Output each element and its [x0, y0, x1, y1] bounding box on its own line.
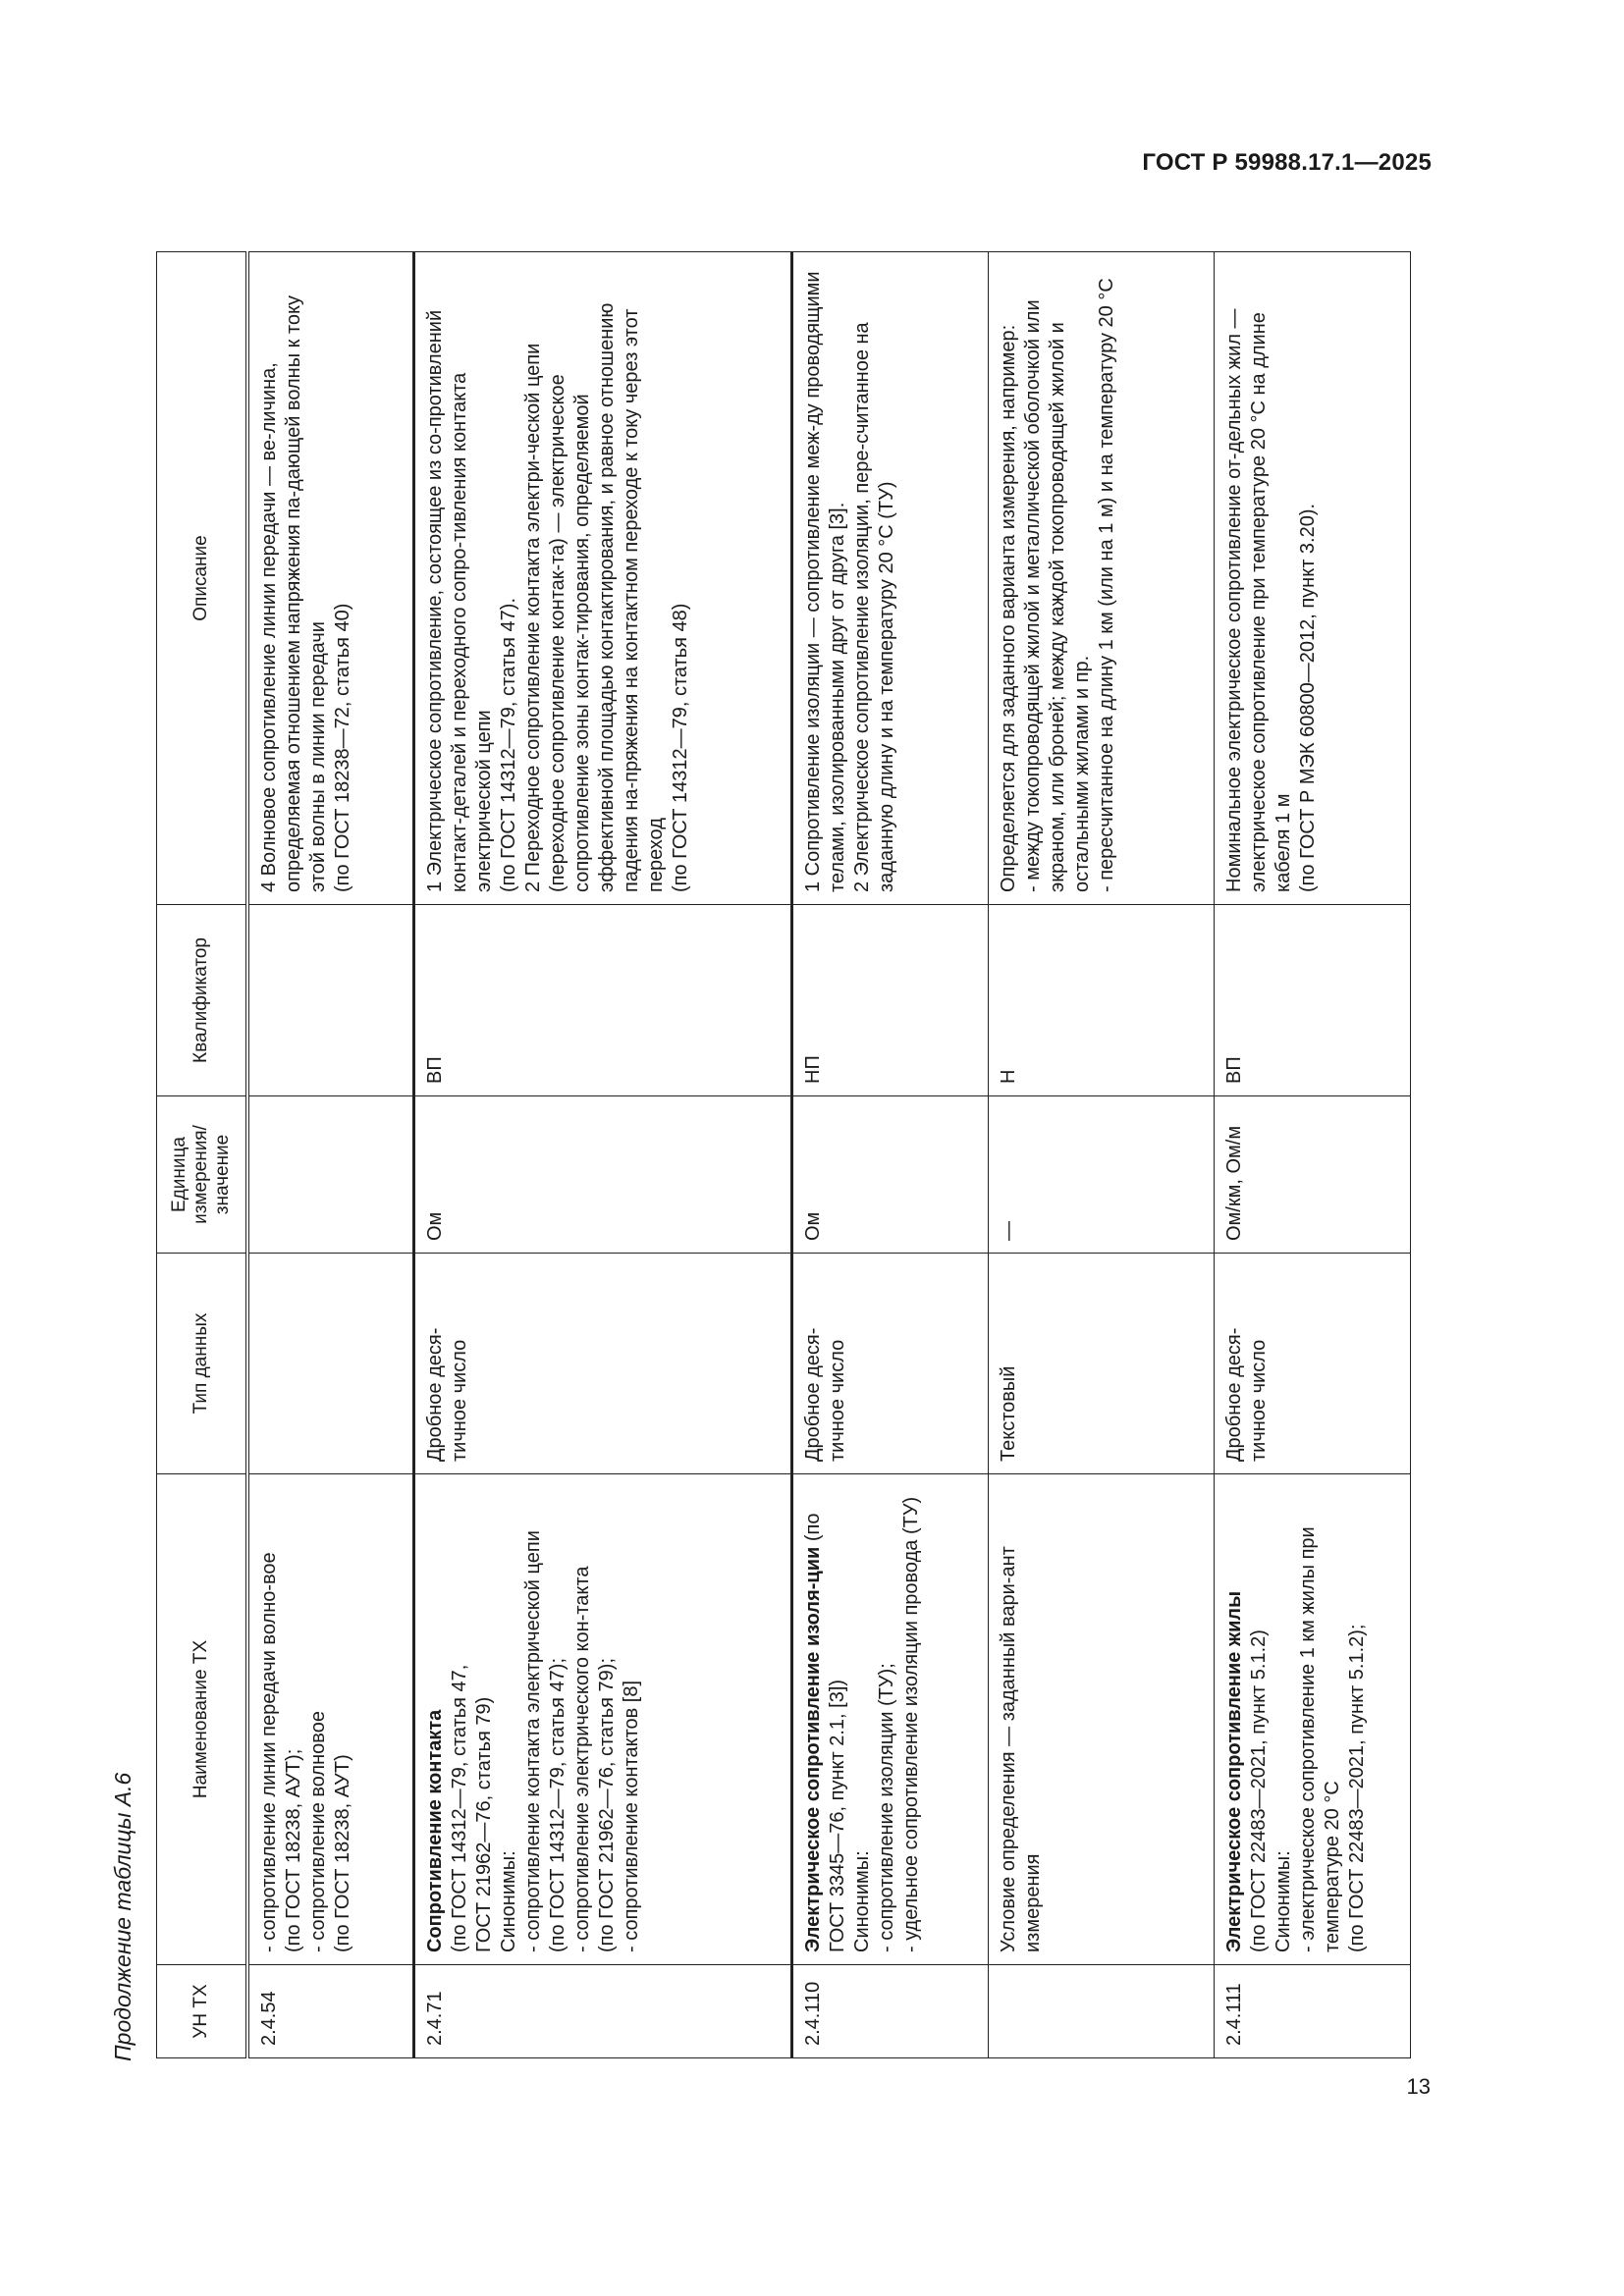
cell-qualifier [247, 905, 414, 1096]
name-line: Синонимы: [1272, 1850, 1294, 1952]
column-header-description: Описание [157, 252, 247, 905]
term-source: (по ГОСТ 3345—76, пункт 2.1, [3]) [802, 1513, 848, 1952]
cell-name [989, 1474, 1215, 1965]
table-header-row [157, 252, 247, 2058]
name-line: (по ГОСТ 14312—79, статья 47, [449, 1664, 470, 1952]
rotated-table-area [98, 211, 1424, 2061]
cell-id: 2.4.54 [247, 1965, 414, 2058]
cell-description [414, 252, 792, 905]
cell-qualifier: Н [989, 905, 1215, 1096]
column-header-unit: Единица измерения/ значение [157, 1096, 247, 1254]
name-line: Синонимы: [851, 1850, 873, 1952]
column-header-qualifier: Квалификатор [157, 905, 247, 1096]
cell-name [792, 1474, 989, 1965]
description-line: Определяется для заданного варианта измерения, например: [998, 324, 1019, 892]
document-code: ГОСТ Р 59988.17.1—2025 [1142, 149, 1432, 176]
name-line: - электрическое сопротивление 1 км жилы при температуре 20 °С [1297, 1526, 1343, 1952]
name-line: Синонимы: [498, 1850, 519, 1952]
cell-name [247, 1474, 414, 1965]
description-line: (по ГОСТ Р МЭК 60800—2012, пункт 3.20). [1297, 503, 1319, 892]
column-header-type: Тип данных [157, 1254, 247, 1474]
description-line: (по ГОСТ 14312—79, статья 47). [498, 597, 519, 892]
cell-id: 2.4.110 [792, 1965, 989, 2058]
description-line: (по ГОСТ 14312—79, статья 48) [670, 603, 691, 892]
cell-name [414, 1474, 792, 1965]
cell-description [792, 252, 989, 905]
name-line: - удельное сопротивление изоляции провода (ТУ) [900, 1496, 922, 1952]
description-line: 1 Электрическое сопротивление, состоящее из со-противлений контакт-деталей и переходного сопро-тивления контакта электрической цепи [424, 309, 495, 892]
cell-type: Текстовый [989, 1254, 1215, 1474]
term-title: Сопротивление контакта [424, 1709, 446, 1952]
cell-description [989, 252, 1215, 905]
cell-name [1215, 1474, 1411, 1965]
description-line: 2 Электрическое сопротивление изоляции, пере-считанное на заданную длину и на температуру 20 °С (ТУ) [851, 322, 897, 892]
cell-unit: — [989, 1096, 1215, 1254]
name-line: Условие определения — заданный вари-ант измерения [998, 1546, 1044, 1952]
column-header-id: УН ТХ [157, 1965, 247, 2058]
name-line: ГОСТ 21962—76, статья 79) [473, 1696, 495, 1952]
cell-id [989, 1965, 1215, 2058]
name-line: - сопротивление линии передачи волно-вое [257, 1552, 280, 1952]
cell-id: 2.4.111 [1215, 1965, 1411, 2058]
cell-description [247, 252, 414, 905]
name-line: (по ГОСТ 18238, АУТ); [282, 1748, 304, 1952]
cell-unit: Ом [792, 1096, 989, 1254]
name-line: - сопротивление изоляции (ТУ); [876, 1663, 897, 1952]
name-line: - сопротивление контакта электрической цепи [522, 1530, 544, 1952]
characteristics-table [156, 251, 1411, 2058]
description-line: (по ГОСТ 18238—72, статья 40) [331, 603, 353, 892]
cell-qualifier: ВП [414, 905, 792, 1096]
description-line: 4 Волновое сопротивление линии передачи — ве-личина, определяемая отношением напряжения па-дающей волны к току этой волны в линии передачи [257, 295, 329, 892]
description-line: 1 Сопротивление изоляции — сопротивление меж-ду проводящими телами, изолированными друг от друга [3]. [802, 271, 848, 892]
table-row [414, 252, 792, 2058]
description-line: - пересчитанное на длину 1 км (или на 1 м) и на температуру 20 °С [1096, 278, 1117, 892]
cell-type: Дробное деся-тичное число [1215, 1254, 1411, 1474]
name-line: - сопротивление волновое [306, 1711, 329, 1952]
cell-unit: Ом [414, 1096, 792, 1254]
name-line: (по ГОСТ 14312—79, статья 47); [547, 1657, 568, 1952]
description-line: - между токопроводящей жилой и металлической оболочкой или экраном, или броней; между каждой токопроводящей жилой и остальными жилами и пр. [1022, 299, 1093, 892]
name-line: (по ГОСТ 18238, АУТ) [331, 1754, 353, 1952]
table-caption: Продолжение таблицы А.6 [110, 1772, 135, 2061]
cell-type: Дробное деся-тичное число [792, 1254, 989, 1474]
cell-type [247, 1254, 414, 1474]
cell-type: Дробное деся-тичное число [414, 1254, 792, 1474]
term-title: Электрическое сопротивление изоля-ции [802, 1546, 824, 1952]
table-row [247, 252, 414, 2058]
page-number: 13 [1406, 2074, 1431, 2099]
table-row [989, 252, 1215, 2058]
cell-qualifier: НП [792, 905, 989, 1096]
term-title: Электрическое сопротивление жилы [1223, 1590, 1245, 1952]
name-line: (по ГОСТ 22483—2021, пункт 5.1.2) [1248, 1629, 1270, 1952]
cell-unit [247, 1096, 414, 1254]
name-line: - сопротивление контактов [8] [621, 1680, 642, 1952]
cell-qualifier: ВП [1215, 905, 1411, 1096]
cell-description [1215, 252, 1411, 905]
column-header-name: Наименование ТХ [157, 1474, 247, 1965]
name-line: - сопротивление электрического кон-такта [571, 1566, 593, 1952]
name-line: (по ГОСТ 22483—2021, пункт 5.1.2); [1346, 1624, 1368, 1952]
table-row [1215, 252, 1411, 2058]
cell-id: 2.4.71 [414, 1965, 792, 2058]
cell-unit: Ом/км, Ом/м [1215, 1096, 1411, 1254]
description-line: 2 Переходное сопротивление контакта электри-ческой цепи (переходное сопротивление контак-та) — электрическое сопротивление зоны контак-тирования, определяемой эффективной площадью контактирования, и равное отношению падения на-пряжения на контактном переходе к току через этот переход [522, 302, 667, 892]
name-line: (по ГОСТ 21962—76, статья 79); [596, 1657, 618, 1952]
table-row [792, 252, 989, 2058]
description-line: Номинальное электрическое сопротивление от-дельных жил — электрическое сопротивление при температуре 20 °С на длине кабеля 1 м [1223, 308, 1294, 892]
